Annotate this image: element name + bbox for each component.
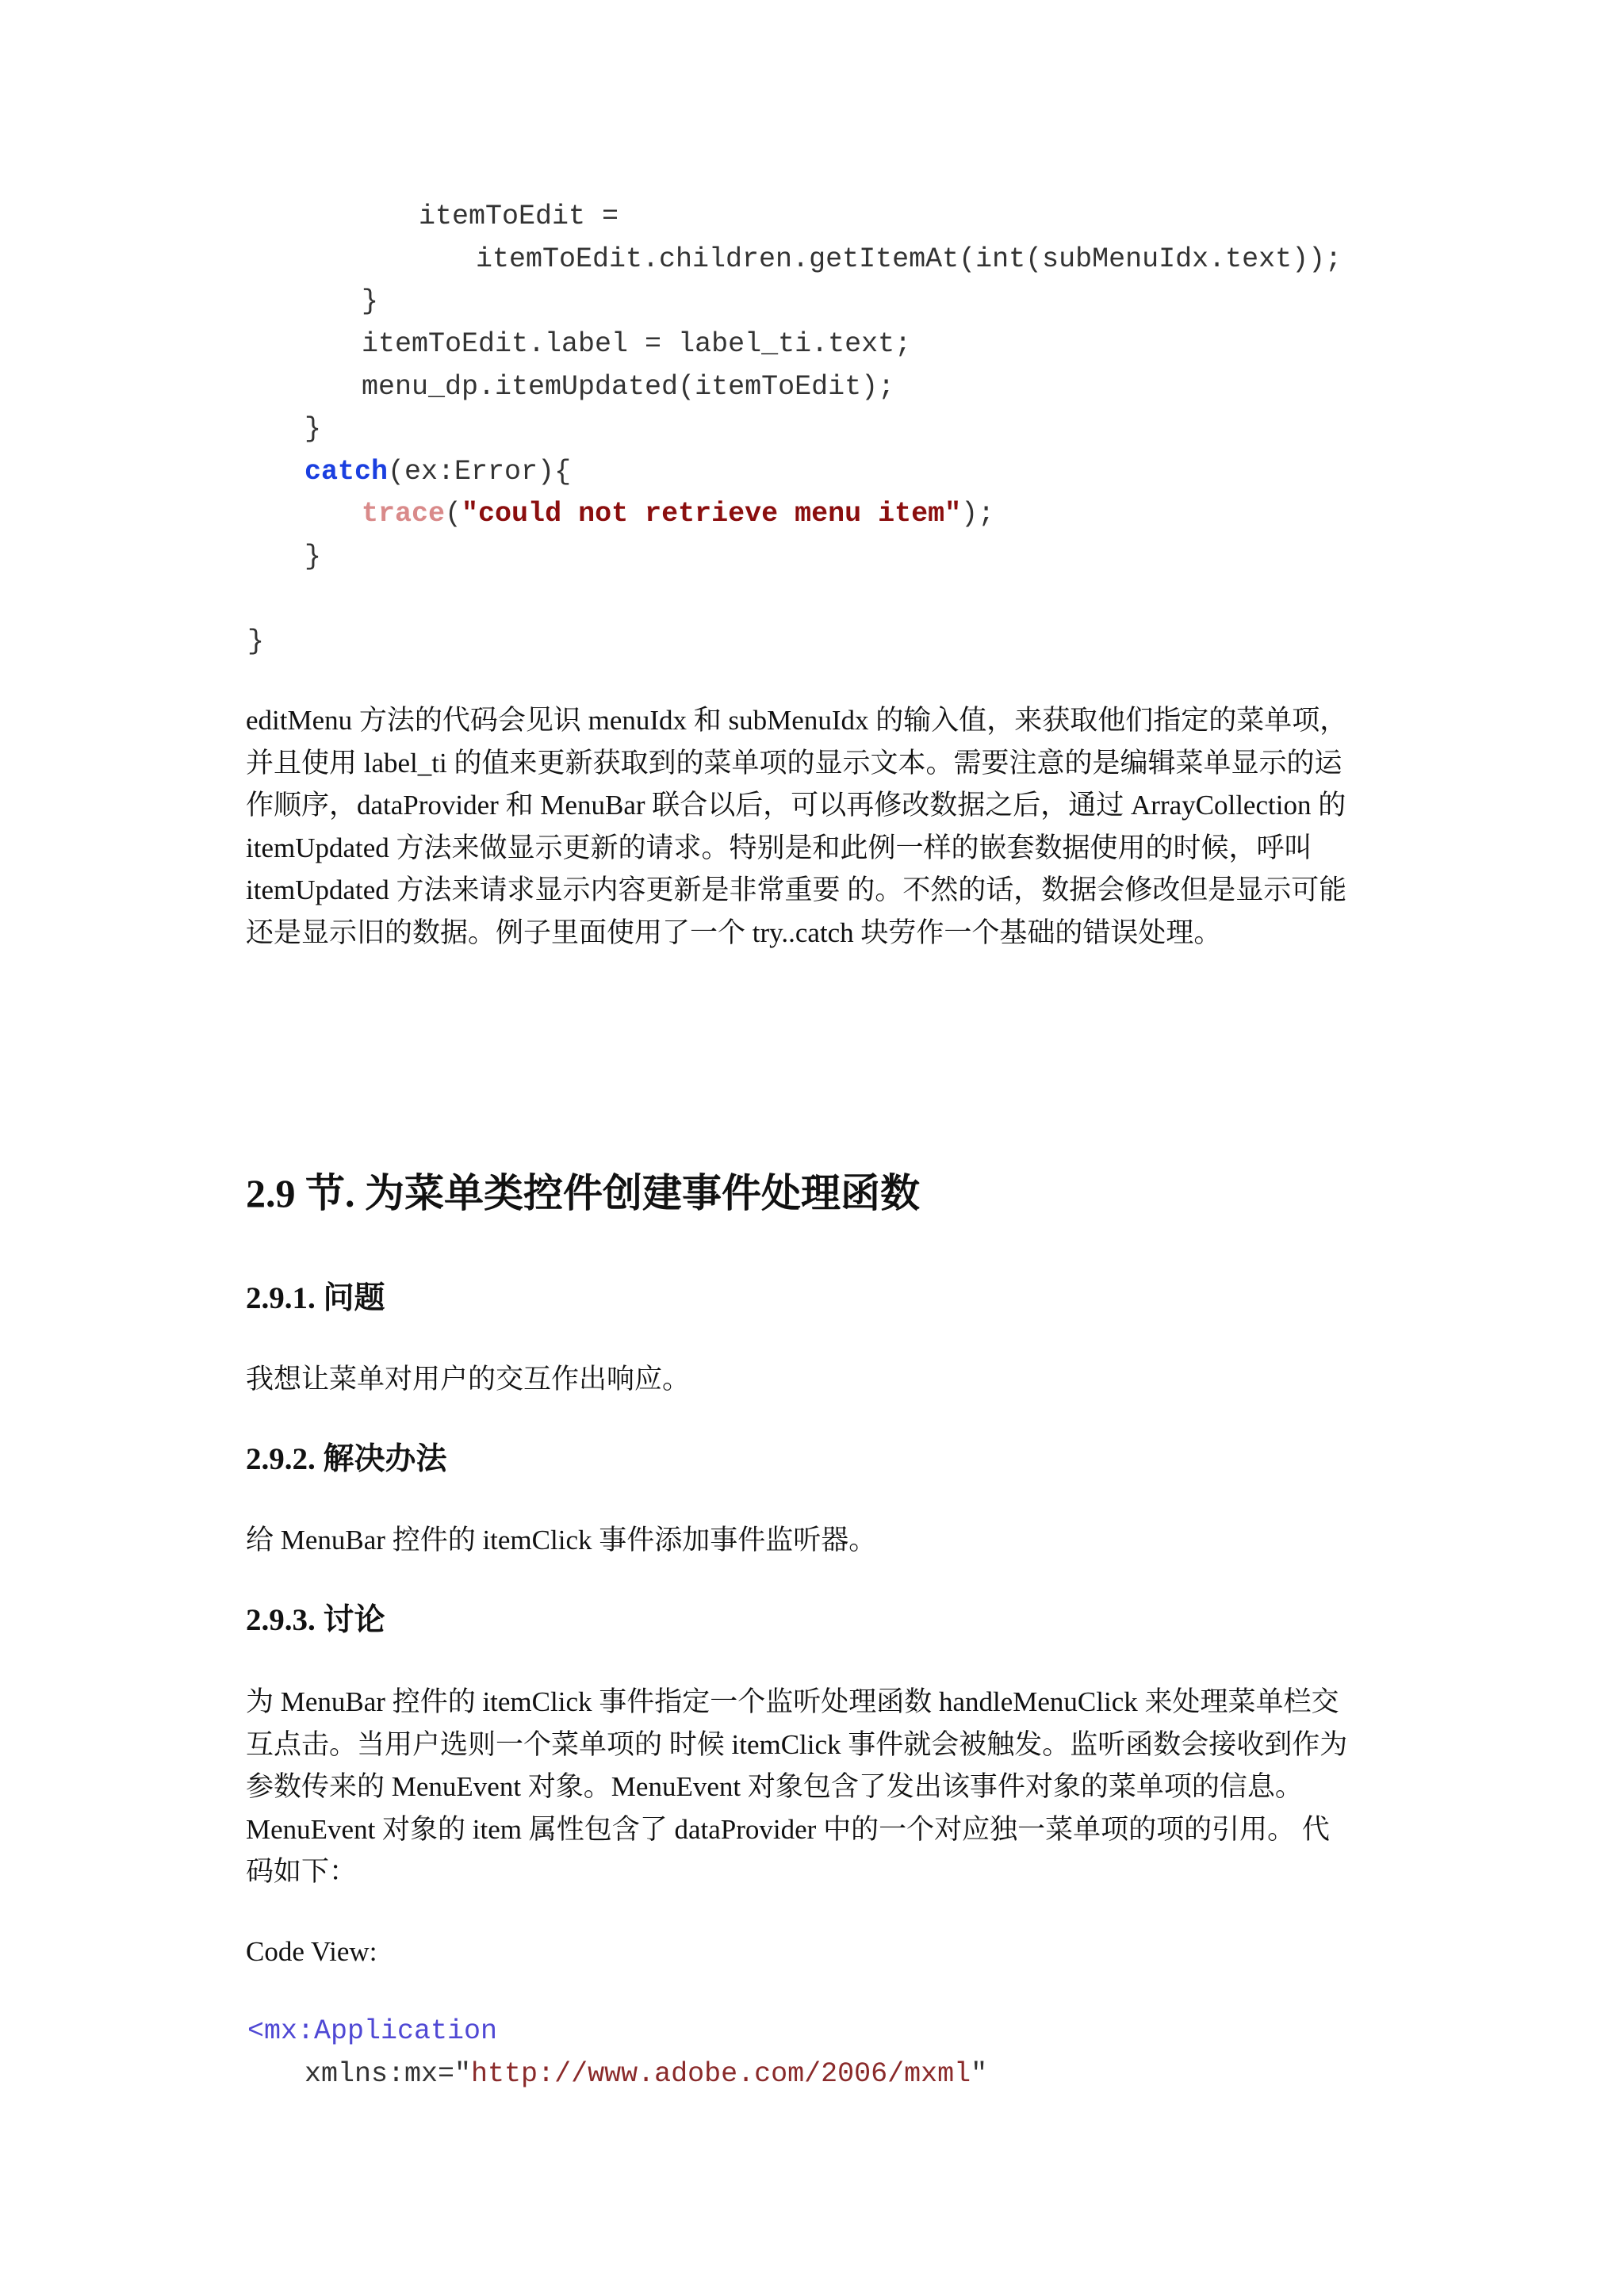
code-text: } (362, 285, 379, 317)
paragraph-line: MenuEvent 对象的 item 属性包含了 dataProvider 中的一个对应独一菜单项的项的引用。 代 (246, 1813, 1330, 1845)
paragraph-line: 互点击。当用户选则一个菜单项的 时候 itemClick 事件就会被触发。监听函数会接收到作为 (246, 1728, 1348, 1760)
body-paragraph (246, 1358, 1380, 1401)
subsection-title: 讨论 (315, 1603, 385, 1637)
code-line (362, 281, 378, 323)
paragraph-line: 并且使用 label_ti 的值来更新获取到的菜单项的显示文本。需要注意的是编辑菜单显示的运 (246, 747, 1342, 779)
code-line (304, 536, 321, 579)
code-line (247, 2011, 497, 2053)
code-line (476, 239, 1342, 281)
subsection-number: 2.9.2. (246, 1442, 316, 1476)
body-paragraph (246, 699, 1380, 955)
code-line (304, 451, 571, 494)
code-line (247, 621, 264, 664)
paragraph-line: Code View: (246, 1936, 377, 1967)
paragraph-line: 作顺序，dataProvider 和 MenuBar 联合以后，可以再修改数据之后，通过 ArrayCollection 的 (246, 790, 1346, 821)
paragraph-line: itemUpdated 方法来做显示更新的请求。特别是和此例一样的嵌套数据使用的时候，呼叫 (246, 832, 1312, 863)
xml-tag: <mx:Application (247, 2015, 498, 2047)
code-text: itemToEdit.label = label_ti.text; (362, 328, 912, 360)
section-heading (246, 1165, 920, 1221)
body-paragraph (246, 1519, 1380, 1562)
url-value: http://www.adobe.com/2006/mxml (471, 2058, 971, 2090)
subsection-title: 解决办法 (315, 1442, 447, 1476)
section-title: 节. 为菜单类控件创建事件处理函数 (295, 1171, 920, 1215)
code-line (419, 196, 619, 239)
subsection-heading (246, 1437, 447, 1482)
subsection-number: 2.9.3. (246, 1603, 316, 1637)
code-text: " (454, 2058, 472, 2090)
subsection-number: 2.9.1. (246, 1281, 316, 1315)
code-text: } (304, 413, 322, 445)
section-number: 2.9 (246, 1171, 296, 1215)
code-line (362, 323, 911, 366)
catch-keyword: catch (304, 456, 389, 488)
code-line (362, 493, 994, 536)
code-text: itemToEdit = (419, 201, 619, 232)
code-text: ); (961, 498, 995, 530)
xml-attribute: xmlns:mx= (304, 2058, 455, 2090)
subsection-title: 问题 (315, 1281, 385, 1315)
subsection-heading (246, 1276, 385, 1321)
trace-function: trace (362, 498, 446, 530)
code-text: } (304, 541, 322, 572)
paragraph-line: 还是显示旧的数据。例子里面使用了一个 try..catch 块劳作一个基础的错误处理。 (246, 916, 1222, 948)
code-text: } (247, 626, 265, 657)
paragraph-line: 码如下： (246, 1856, 358, 1888)
code-text: " (971, 2058, 988, 2090)
code-text: (ex:Error){ (388, 456, 572, 488)
code-text: ( (445, 498, 462, 530)
code-line (362, 366, 894, 409)
code-text: itemToEdit.children.getItemAt(int(subMenuIdx.text)); (476, 243, 1342, 275)
code-view-label (246, 1931, 1380, 1973)
paragraph-line: 我想让菜单对用户的交互作出响应。 (246, 1364, 691, 1395)
code-text: menu_dp.itemUpdated(itemToEdit); (362, 371, 895, 403)
string-literal: "could not retrieve menu item" (462, 498, 962, 530)
paragraph-line: 为 MenuBar 控件的 itemClick 事件指定一个监听处理函数 handleMenuClick 来处理菜单栏交 (246, 1686, 1339, 1717)
subsection-heading (246, 1598, 385, 1643)
paragraph-line: 给 MenuBar 控件的 itemClick 事件添加事件监听器。 (246, 1525, 877, 1556)
code-line (304, 2053, 987, 2096)
code-line (304, 408, 321, 451)
paragraph-line: itemUpdated 方法来请求显示内容更新是非常重要 的。不然的话，数据会修改但是显示可能 (246, 874, 1347, 906)
paragraph-line: editMenu 方法的代码会见识 menuIdx 和 subMenuIdx 的输入值，来获取他们指定的菜单项， (246, 705, 1348, 736)
paragraph-line: 参数传来的 MenuEvent 对象。MenuEvent 对象包含了发出该事件对象的菜单项的信息。 (246, 1771, 1303, 1803)
body-paragraph (246, 1681, 1380, 1893)
